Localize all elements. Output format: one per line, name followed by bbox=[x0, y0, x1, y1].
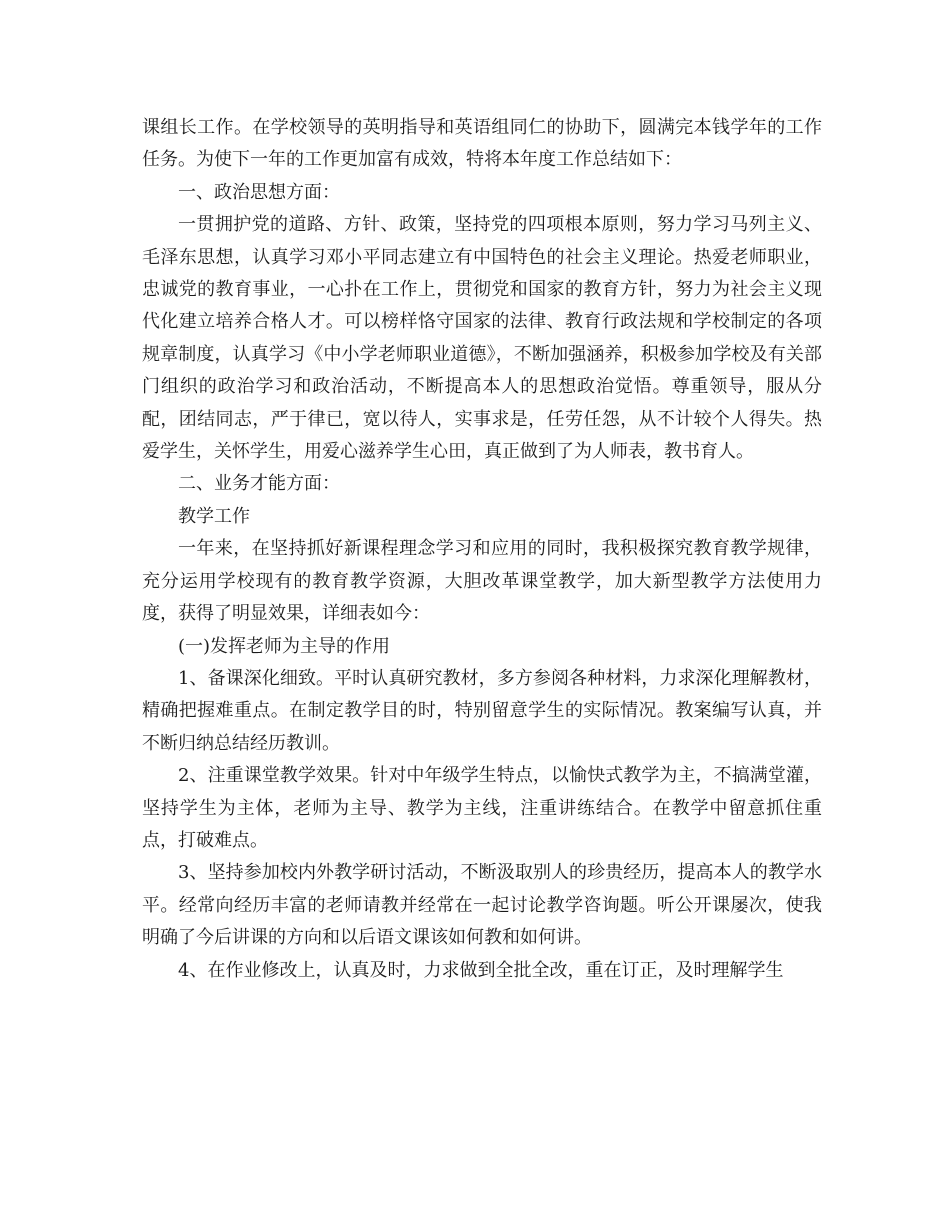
subheading-teacher-leading-role: (一)发挥老师为主导的作用 bbox=[178, 635, 391, 657]
subheading-teaching-work: 教学工作 bbox=[178, 505, 250, 527]
heading-professional-ability: 二、业务才能方面： bbox=[178, 473, 340, 495]
list-item-lesson-preparation: 1、备课深化细致。平时认真研究教材，多方参阅各种材料，力求深化理解教材，精确把握难重点。在制定教学目的时，特别留意学生的实际情况。教案编写认真，并不断归纳总结经历教训。 bbox=[142, 667, 822, 754]
list-item-homework-correction: 4、在作业修改上，认真及时，力求做到全批全改，重在订正，及时理解学生 bbox=[178, 959, 784, 981]
document-body bbox=[142, 112, 822, 987]
list-item-classroom-effect: 2、注重课堂教学效果。针对中年级学生特点，以愉快式教学为主，不搞满堂灌，坚持学生为主体，老师为主导、教学为主线，注重讲练结合。在教学中留意抓住重点，打破难点。 bbox=[142, 765, 822, 851]
paragraph-intro: 课组长工作。在学校领导的英明指导和英语组同仁的协助下，圆满完本钱学年的工作任务。为使下一年的工作更加富有成效，特将本年度工作总结如下： bbox=[142, 117, 822, 171]
paragraph-teaching-overview: 一年来，在坚持抓好新课程理念学习和应用的同时，我积极探究教育教学规律，充分运用学校现有的教育教学资源，大胆改革课堂教学，加大新型教学方法使用力度，获得了明显效果，详细表如今： bbox=[142, 538, 822, 625]
paragraph-political-thought: 一贯拥护党的道路、方针、政策，坚持党的四项根本原则，努力学习马列主义、毛泽东思想，认真学习邓小平同志建立有中国特色的社会主义理论。热爱老师职业，忠诚党的教育事业，一心扑在工作上，贯彻党和国家的教育方针，努力为社会主义现代化建立培养合格人才。可以榜样恪守国家的法律、教育行政法规和学校制定的各项规章制度，认真学习《中小学老师职业道德》，不断加强涵养，积极参加学校及有关部门组织的政治学习和政治活动，不断提高本人的思想政治觉悟。尊重领导，服从分配，团结同志，严于律已，宽以待人，实事求是，任劳任怨，从不计较个人得失。热爱学生，关怀学生，用爱心滋养学生心田，真正做到了为人师表，教书育人。 bbox=[142, 214, 822, 463]
list-item-teaching-research: 3、坚持参加校内外教学研讨活动，不断汲取别人的珍贵经历，提高本人的教学水平。经常向经历丰富的老师请教并经常在一起讨论教学咨询题。听公开课屡次，使我明确了今后讲课的方向和以后语文课该如何教和如何讲。 bbox=[142, 862, 822, 949]
heading-political-thought: 一、政治思想方面： bbox=[178, 181, 340, 203]
